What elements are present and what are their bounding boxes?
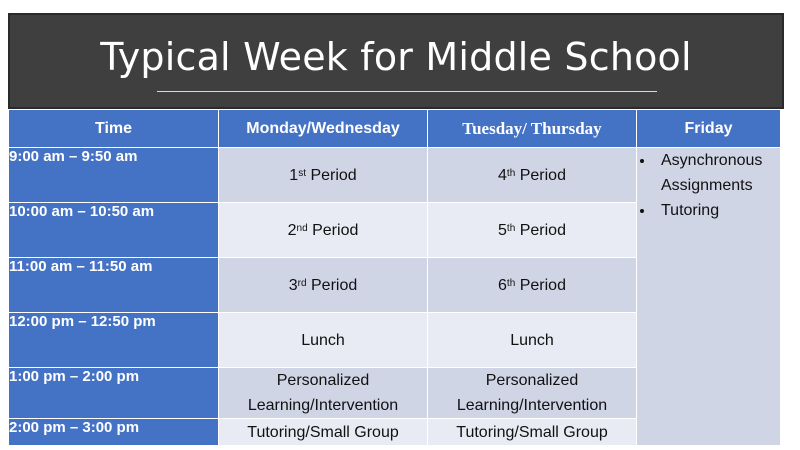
mon-wed-cell xyxy=(219,258,428,313)
mon-wed-cell xyxy=(219,148,428,203)
friday-list xyxy=(637,148,780,223)
period-ordinal: th xyxy=(506,222,516,234)
period-label: Period xyxy=(310,166,357,184)
time-cell: 10:00 am – 10:50 am xyxy=(9,203,219,258)
period-label: Period xyxy=(519,166,566,184)
table-header-row xyxy=(9,110,781,148)
header-time: Time xyxy=(9,110,219,148)
header-monday-wednesday: Monday/Wednesday xyxy=(219,110,428,148)
period-ordinal: rd xyxy=(297,277,307,289)
period-ordinal: st xyxy=(298,167,306,179)
slide-title: Typical Week for Middle School xyxy=(100,35,692,79)
period-ordinal: th xyxy=(506,277,516,289)
friday-item-text: Asynchronous xyxy=(661,152,763,169)
period-label: Period xyxy=(312,221,359,239)
tue-thu-cell xyxy=(428,148,637,203)
time-cell: 1:00 pm – 2:00 pm xyxy=(9,368,219,419)
time-cell: 11:00 am – 11:50 am xyxy=(9,258,219,313)
schedule-table xyxy=(8,109,781,446)
period-number: 1 xyxy=(289,166,299,184)
friday-cell xyxy=(637,148,781,446)
friday-item xyxy=(655,198,780,223)
cell-line: Personalized xyxy=(485,372,579,389)
title-underline xyxy=(157,91,657,92)
tue-thu-cell: Tutoring/Small Group xyxy=(428,419,637,446)
tue-thu-cell: Lunch xyxy=(428,313,637,368)
time-cell: 2:00 pm – 3:00 pm xyxy=(9,419,219,446)
time-cell: 12:00 pm – 12:50 pm xyxy=(9,313,219,368)
mon-wed-cell xyxy=(219,203,428,258)
period-number: 3 xyxy=(288,276,298,294)
period-number: 4 xyxy=(498,166,507,184)
period-ordinal: th xyxy=(506,167,516,179)
tue-thu-cell xyxy=(428,203,637,258)
period-number: 2 xyxy=(287,221,297,239)
mon-wed-cell: Lunch xyxy=(219,313,428,368)
tue-thu-cell xyxy=(428,258,637,313)
header-friday: Friday xyxy=(637,110,781,148)
period-label: Period xyxy=(519,276,566,294)
period-ordinal: nd xyxy=(296,222,308,234)
friday-item-text: Tutoring xyxy=(661,202,720,219)
header-tuesday-thursday: Tuesday/ Thursday xyxy=(428,110,637,148)
mon-wed-cell: Tutoring/Small Group xyxy=(219,419,428,446)
title-banner xyxy=(8,13,784,109)
table-row xyxy=(9,148,781,203)
mon-wed-cell xyxy=(219,368,428,419)
friday-item-text: Assignments xyxy=(661,177,753,194)
period-label: Period xyxy=(311,276,358,294)
period-number: 6 xyxy=(498,276,507,294)
period-label: Period xyxy=(519,221,566,239)
tue-thu-cell xyxy=(428,368,637,419)
friday-item xyxy=(655,148,780,198)
cell-line: Learning/Intervention xyxy=(247,397,399,414)
cell-line: Personalized xyxy=(276,372,370,389)
cell-line: Learning/Intervention xyxy=(456,397,608,414)
time-cell: 9:00 am – 9:50 am xyxy=(9,148,219,203)
period-number: 5 xyxy=(498,221,507,239)
